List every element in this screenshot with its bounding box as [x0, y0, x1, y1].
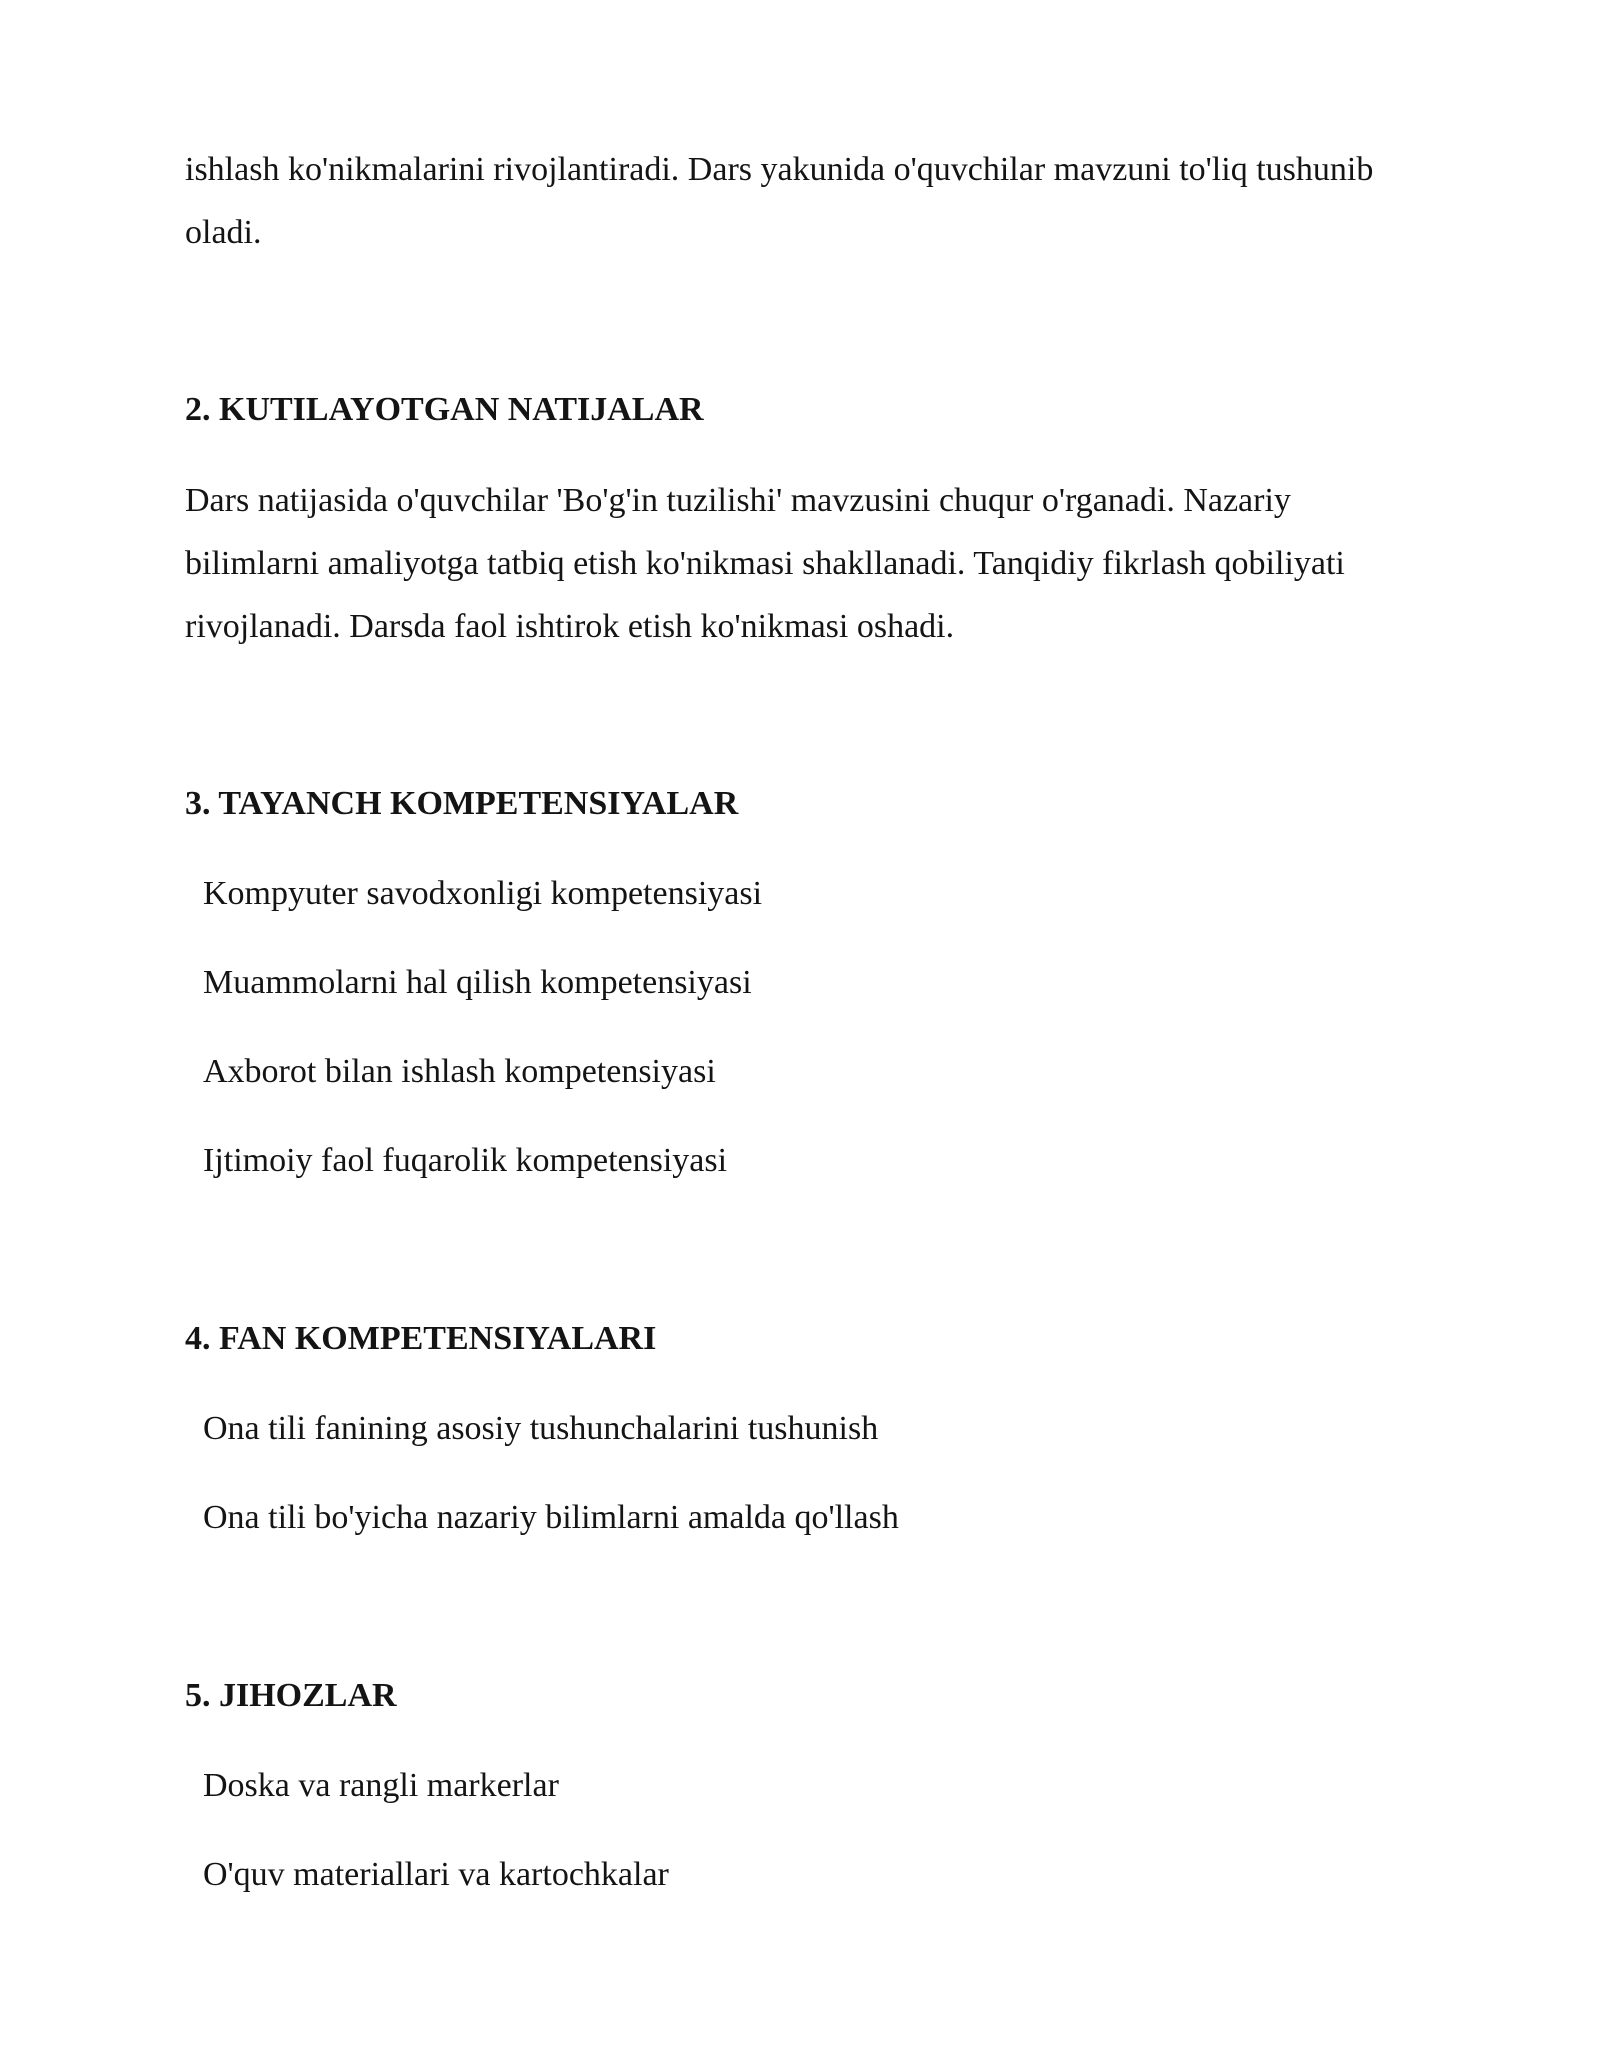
section-heading-equipment: 5. JIHOZLAR — [185, 1677, 397, 1714]
list-item: Ona tili fanining asosiy tushunchalarini tushunish — [203, 1410, 879, 1447]
list-item: Doska va rangli markerlar — [203, 1767, 559, 1804]
intro-paragraph: ishlash ko'nikmalarini rivojlantiradi. Dars yakunida o'quvchilar mavzuni to'liq tushunib oladi. — [185, 151, 1374, 251]
list-item: Ona tili bo'yicha nazariy bilimlarni amalda qo'llash — [203, 1499, 899, 1536]
section-heading-subject-competencies: 4. FAN KOMPETENSIYALARI — [185, 1320, 657, 1357]
list-item: Axborot bilan ishlash kompetensiyasi — [203, 1053, 716, 1090]
list-item: Ijtimoiy faol fuqarolik kompetensiyasi — [203, 1142, 728, 1179]
list-item: O'quv materiallari va kartochkalar — [203, 1856, 669, 1893]
list-item: Muammolarni hal qilish kompetensiyasi — [203, 964, 752, 1001]
section-heading-results: 2. KUTILAYOTGAN NATIJALAR — [185, 391, 704, 428]
list-item: Kompyuter savodxonligi kompetensiyasi — [203, 875, 763, 912]
results-paragraph: Dars natijasida o'quvchilar 'Bo'g'in tuzilishi' mavzusini chuqur o'rganadi. Nazariy bilimlarni amaliyotga tatbiq etish ko'nikmasi shakllanadi. Tanqidiy fikrlash qobiliyati rivojlanadi. Darsda faol ishtirok etish ko'nikmasi oshadi. — [185, 482, 1345, 645]
section-heading-core-competencies: 3. TAYANCH KOMPETENSIYALAR — [185, 785, 739, 822]
